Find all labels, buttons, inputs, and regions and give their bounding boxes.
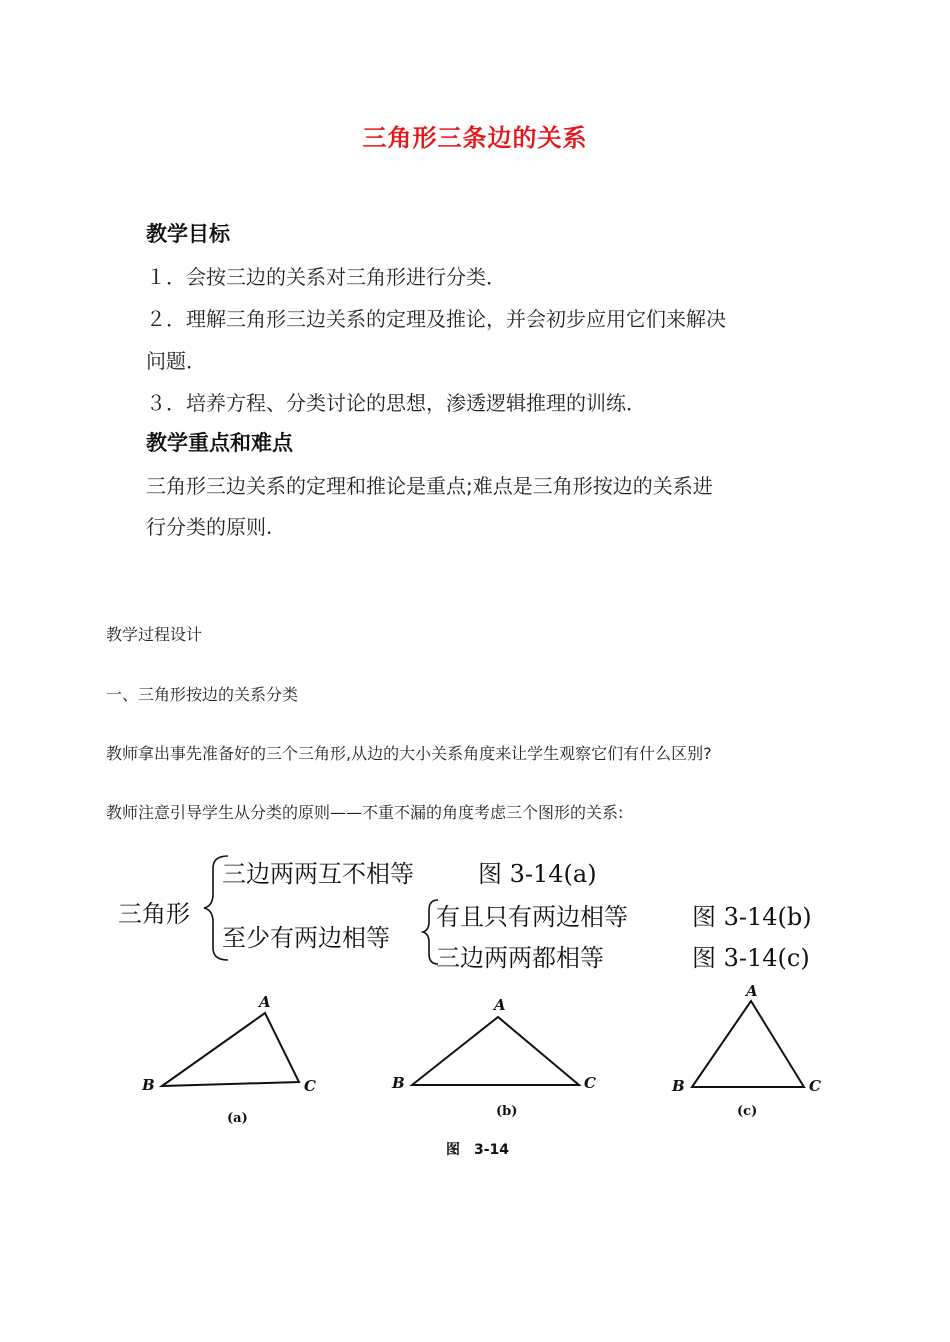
triangle-a-vertex-b: B (142, 1076, 155, 1094)
triangle-a-vertex-c: C (304, 1077, 316, 1095)
leaf-isosceles: 有且只有两边相等 (436, 903, 628, 931)
figure-caption: 图 3-14 (446, 1142, 510, 1158)
key-points-line-1: 三角形三边关系的定理和推论是重点;难点是三角形按边的关系进 (146, 474, 713, 498)
triangle-a-vertex-a: A (259, 993, 271, 1011)
triangle-c-vertex-b: B (672, 1077, 685, 1095)
triangle-b-vertex-a: A (494, 996, 506, 1014)
triangle-c-caption: (c) (737, 1104, 758, 1119)
triangle-c (692, 1001, 804, 1087)
classification-diagram (110, 842, 850, 977)
goal-item-1: １．会按三边的关系对三角形进行分类． (146, 265, 506, 289)
branch-isosceles-group: 至少有两边相等 (222, 924, 390, 952)
leaf-isosceles-figure: 图 3-14(b) (692, 903, 812, 931)
paragraph-1: 教师拿出事先准备好的三个三角形,从边的大小关系角度来让学生观察它们有什么区别? (106, 744, 712, 763)
branch-scalene-figure: 图 3-14(a) (478, 860, 597, 888)
paragraph-2: 教师注意引导学生从分类的原则——不重不漏的角度考虑三个图形的关系: (106, 803, 624, 822)
key-points-line-2: 行分类的原则. (146, 515, 273, 539)
triangle-a (162, 1013, 299, 1086)
triangle-b-caption: (b) (496, 1104, 518, 1119)
process-heading: 教学过程设计 (106, 625, 203, 644)
triangle-c-vertex-c: C (809, 1077, 821, 1095)
section-1-heading: 一、三角形按边的关系分类 (106, 685, 299, 704)
triangle-c-vertex-a: A (746, 985, 758, 1000)
goal-item-3: ３．培养方程、分类讨论的思想，渗透逻辑推理的训练． (146, 391, 646, 415)
branch-scalene: 三边两两互不相等 (222, 860, 414, 888)
goal-item-2-line-1: ２．理解三角形三边关系的定理及推论，并会初步应用它们来解决 (146, 307, 726, 331)
leaf-equilateral: 三边两两都相等 (436, 944, 604, 972)
triangle-b-vertex-c: C (584, 1074, 596, 1092)
classification-root: 三角形 (118, 900, 190, 928)
triangle-b-vertex-b: B (392, 1074, 405, 1092)
goals-heading: 教学目标 (146, 222, 230, 246)
goal-item-2-line-2: 问题． (146, 349, 206, 373)
triangle-figure (130, 985, 840, 1170)
triangle-b (412, 1017, 579, 1085)
triangle-figure-svg (130, 985, 840, 1170)
key-points-heading: 教学重点和难点 (146, 431, 293, 455)
page-title: 三角形三条边的关系 (362, 124, 588, 152)
triangle-a-caption: (a) (227, 1111, 248, 1126)
leaf-equilateral-figure: 图 3-14(c) (692, 944, 810, 972)
